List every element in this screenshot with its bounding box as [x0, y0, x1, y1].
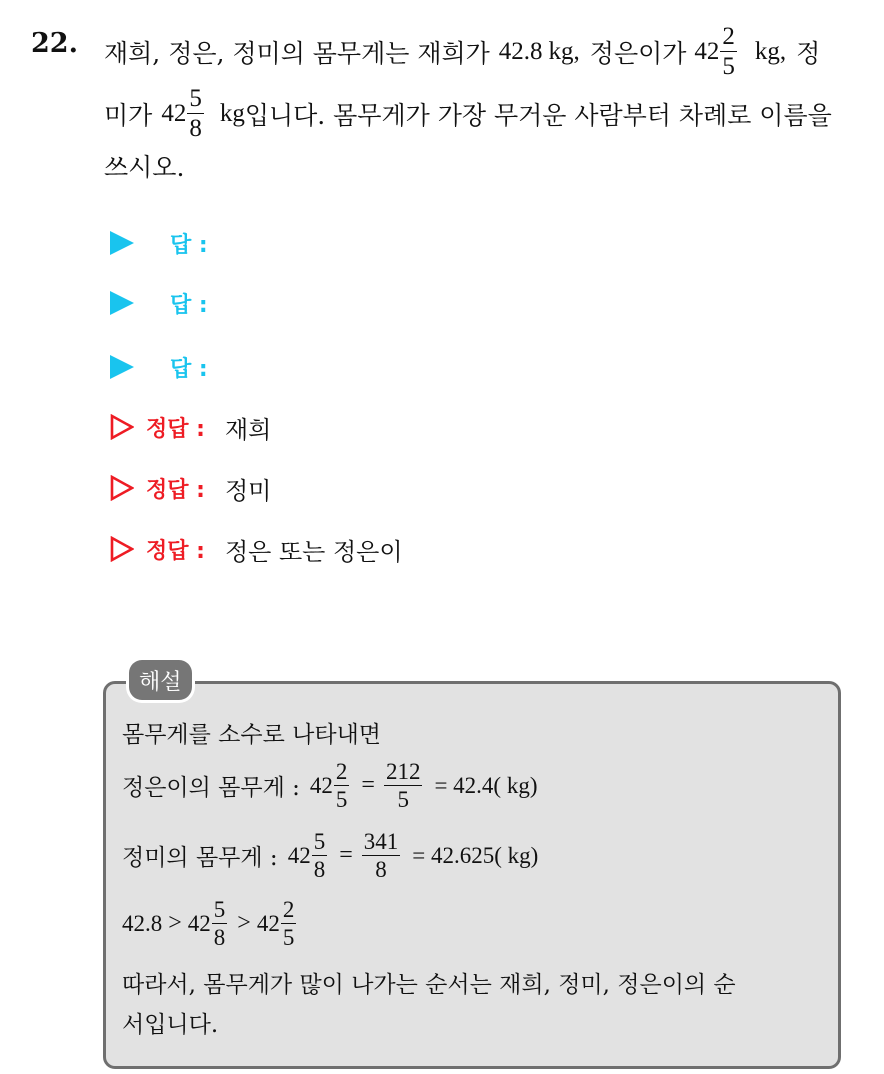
correct-answer-label: 정답 :: [146, 538, 205, 564]
fraction-numerator: 2: [722, 23, 735, 50]
question-text: 정은이가: [589, 38, 687, 68]
jeongeun-fraction: [720, 24, 737, 79]
fraction-numerator: 2: [282, 897, 295, 922]
fraction-numerator: 5: [213, 897, 226, 922]
fraction-bar: [384, 785, 423, 786]
question-text: 쓰시오.: [104, 153, 185, 182]
fraction-bar: [720, 51, 737, 52]
answer-row-1[interactable]: [110, 226, 208, 260]
fraction-bar: [312, 855, 328, 856]
fraction-denominator: 8: [375, 857, 387, 883]
answer-row-3[interactable]: [110, 350, 208, 384]
answer-label: 답 :: [170, 292, 208, 318]
outline-triangle-icon: [110, 475, 134, 501]
fraction: [212, 898, 228, 949]
fraction-denominator: 5: [282, 925, 295, 951]
correct-answer-label: 정답 :: [146, 416, 205, 442]
correct-answer-value: 재희: [224, 415, 272, 444]
explanation-line-6: [122, 1006, 218, 1039]
explanation-text: 몸무게를 소수로 나타내면: [122, 722, 382, 748]
decimal-value: 42.8: [122, 910, 163, 936]
fraction-bar: [281, 923, 297, 924]
fraction-denominator: 8: [189, 115, 202, 143]
jaehee-weight: 42.8: [498, 37, 543, 65]
question-text: 정: [796, 38, 821, 68]
fraction-bar: [334, 785, 350, 786]
correct-answer-row-1: [110, 410, 271, 444]
correct-answer-value: 정미: [224, 476, 272, 505]
correct-answer-row-2: [110, 471, 271, 505]
whole-number: 42: [309, 772, 333, 798]
fraction-denominator: 5: [397, 787, 409, 813]
jeongmi-whole: 42: [161, 99, 187, 127]
fraction-numerator: 2: [335, 759, 348, 784]
correct-answer-value: 정은 또는 정은이: [224, 537, 403, 566]
answer-label: 답 :: [170, 356, 208, 382]
explanation-line-4: [122, 898, 300, 949]
question-text: 미가: [104, 100, 153, 130]
fraction-numerator: 5: [313, 829, 326, 854]
greater-than-sign: >: [237, 910, 251, 937]
fraction-bar: [362, 855, 401, 856]
fraction-denominator: 8: [213, 925, 226, 951]
explanation-text: 따라서, 몸무게가 많이 나가는 순서는 재희, 정미, 정은이의 순: [122, 972, 736, 998]
fraction-denominator: 5: [335, 787, 348, 813]
result-value: = 42.4( kg): [434, 772, 538, 798]
fraction: [384, 760, 423, 811]
answer-label: 답 :: [170, 232, 208, 258]
fraction: [334, 760, 350, 811]
whole-number: 42: [256, 910, 280, 936]
unit-kg: kg,: [548, 37, 580, 65]
fraction-denominator: 5: [722, 53, 735, 81]
unit-kg: kg,: [754, 37, 787, 65]
jeongmi-fraction: [187, 86, 204, 141]
fraction-numerator: 5: [189, 85, 202, 112]
explanation-label: 정미의 몸무게 :: [122, 845, 278, 872]
play-triangle-icon: [110, 355, 134, 379]
outline-triangle-icon: [110, 536, 134, 562]
outline-triangle-icon: [110, 414, 134, 440]
question-line-1: [104, 24, 820, 79]
whole-number: 42: [187, 910, 211, 936]
explanation-line-5: [122, 966, 736, 999]
equals-sign: =: [361, 772, 375, 799]
question-line-2: [104, 86, 832, 141]
play-triangle-icon: [110, 291, 134, 315]
question-number: 22.: [31, 28, 78, 59]
play-triangle-icon: [110, 231, 134, 255]
fraction-denominator: 8: [313, 857, 326, 883]
jeongeun-whole: 42: [694, 37, 720, 65]
fraction: [312, 830, 328, 881]
fraction-bar: [187, 113, 204, 114]
explanation-text: 서입니다.: [122, 1012, 219, 1038]
explanation-tag: 해설: [129, 660, 192, 700]
unit-kg: kg: [219, 99, 245, 127]
explanation-line-3: [122, 830, 538, 881]
question-text: 재희, 정은, 정미의 몸무게는 재희가: [104, 38, 490, 68]
whole-number: 42: [287, 842, 311, 868]
equals-sign: =: [339, 842, 353, 869]
fraction-numerator: 212: [385, 759, 421, 784]
question-line-3: [104, 148, 184, 184]
answer-row-2[interactable]: [110, 286, 208, 320]
correct-answer-row-3: [110, 532, 403, 566]
explanation-line-1: [122, 716, 381, 749]
explanation-label: 정은이의 몸무게 :: [122, 775, 300, 802]
fraction-numerator: 341: [363, 829, 399, 854]
fraction: [281, 898, 297, 949]
question-text: 입니다. 몸무게가 가장 무거운 사람부터 차례로 이름을: [244, 100, 832, 130]
correct-answer-label: 정답 :: [146, 477, 205, 503]
explanation-line-2: [122, 760, 538, 811]
fraction: [362, 830, 401, 881]
result-value: = 42.625( kg): [412, 842, 539, 868]
fraction-bar: [212, 923, 228, 924]
greater-than-sign: >: [168, 910, 182, 937]
